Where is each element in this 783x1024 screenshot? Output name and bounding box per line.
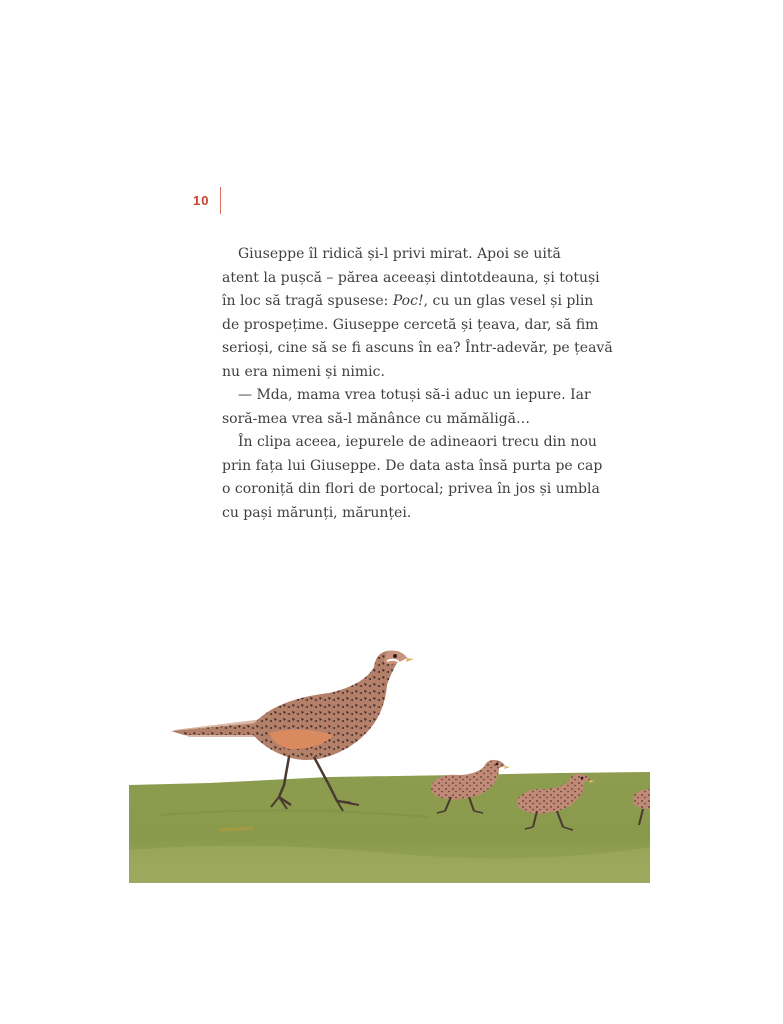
text-line: În clipa aceea, iepurele de adineaori trecu din nou: [238, 434, 597, 450]
pheasant-illustration-art: [129, 625, 650, 883]
text-line: cu pași mărunți, mărunței.: [222, 504, 412, 521]
pheasant-illustration: [129, 625, 650, 883]
text-fragment: în loc să tragă spusese:: [222, 293, 389, 309]
page-number-divider: [220, 187, 221, 214]
text-line: [222, 290, 594, 314]
text-fragment: , cu un glas vesel și plin: [423, 293, 594, 309]
text-line: prin fața lui Giuseppe. De data asta însă purta pe cap: [222, 457, 603, 474]
story-text: [222, 243, 613, 525]
dialogue-line: — Mda, mama vrea totuși să-i aduc un iepure. Iar: [238, 387, 591, 403]
italic-onomatopoeia: Poc!: [392, 293, 424, 309]
text-line: serioși, cine să se fi ascuns în ea? Într-adevăr, pe țeavă: [222, 340, 613, 356]
text-line: de prospețime. Giuseppe cercetă și țeava, dar, să fim: [222, 316, 599, 333]
text-line: nu era nimeni și nimic.: [222, 363, 385, 380]
text-line: o coroniță din flori de portocal; privea în jos și umbla: [222, 481, 600, 497]
text-line: atent la pușcă – părea aceeași dintotdeauna, și totuși: [222, 269, 600, 286]
page-number: 10: [193, 193, 210, 208]
text-line: soră-mea vrea să-l mănânce cu mămăligă…: [222, 410, 531, 427]
text-line: Giuseppe îl ridică și-l privi mirat. Apoi se uită: [238, 246, 561, 262]
